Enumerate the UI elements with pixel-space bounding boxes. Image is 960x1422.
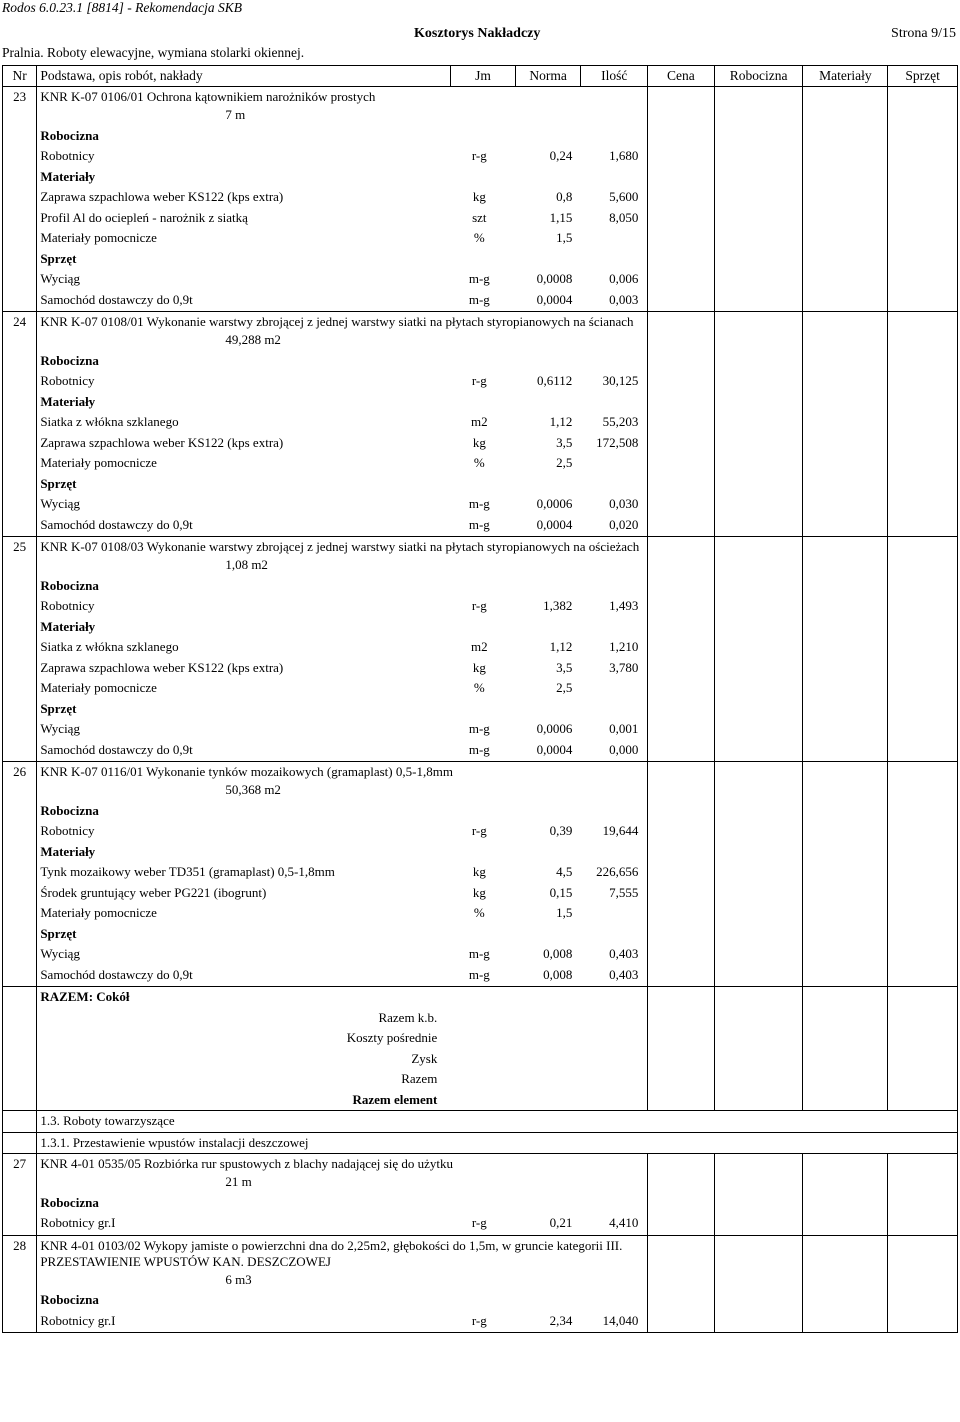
resource-norm: 0,6112 [537,373,573,388]
resource-line [37,637,647,658]
position-title: KNR 4-01 0103/02 Wykopy jamiste o powierzchni dna do 2,25m2, głębokości do 1,5m, w gruncie kategorii III. PRZESTAWIENIE WPUSTÓW KAN. DESZCZOWEJ [40,1237,623,1269]
empty-cell [888,537,958,762]
resource-norm: 1,5 [556,905,573,920]
position-details [37,312,648,537]
resource-name: Wyciąg [40,496,80,511]
position-details [37,1235,648,1333]
resource-group-header [37,842,647,863]
resource-line [37,515,647,536]
resource-name: Robocizna [40,127,99,143]
position-number: 25 [3,537,37,762]
resource-name: Robocizna [40,577,99,593]
resource-norm: 4,5 [556,864,573,879]
resource-line [37,883,647,904]
estimate-table [2,65,958,1333]
resource-name: Samochód dostawczy do 0,9t [40,741,193,757]
table-header-row [3,66,958,87]
empty-cell [3,987,37,1111]
resource-quantity: 55,203 [602,414,639,429]
resource-norm: 1,12 [549,414,573,429]
position-row [3,1235,958,1333]
resource-line [37,1311,647,1332]
resource-unit: m-g [468,516,490,532]
position-details [37,537,648,762]
page-number: Strona 9/15 [891,26,956,41]
resource-quantity: 30,125 [602,373,639,388]
resource-unit: % [473,680,485,695]
position-number: 28 [3,1235,37,1333]
empty-cell [714,537,803,762]
resource-unit: % [473,230,485,245]
resource-name: Siatka z włókna szklanego [40,639,179,654]
resource-name: Zaprawa szpachlowa weber KS122 (kps extra) [40,189,284,204]
resource-line [37,658,647,679]
resource-name: Materiały pomocnicze [40,680,157,695]
position-row [3,87,958,312]
resource-quantity: 0,006 [609,271,639,286]
empty-cell [803,1235,888,1333]
resource-name: Wyciąg [40,721,80,736]
resource-name: Profil Al do ociepleń - narożnik z siatką [40,209,248,225]
empty-cell [648,87,715,312]
empty-cell [648,537,715,762]
empty-cell [888,762,958,987]
resource-unit: r-g [471,373,487,388]
resource-name: Robotnicy [40,373,95,388]
resource-line [37,453,647,474]
empty-cell [888,312,958,537]
resource-name: Robotnicy gr.I [40,1312,116,1328]
resource-line [37,862,647,883]
resource-unit: kg [472,434,486,450]
section-heading-row [3,1111,958,1133]
empty-cell [888,87,958,312]
position-number: 24 [3,312,37,537]
col-header-cena: Cena [648,66,715,87]
empty-cell [803,87,888,312]
resource-norm: 0,0006 [536,496,573,511]
resource-line [37,678,647,699]
resource-group-header [37,699,647,720]
position-title: KNR K-07 0108/03 Wykonanie warstwy zbrojącej z jednej warstwy siatki na płytach styropianowych na ościeżach [40,539,640,554]
resource-unit: r-g [471,598,487,613]
resource-name: Samochód dostawczy do 0,9t [40,966,193,982]
resource-quantity: 0,000 [609,741,639,757]
resource-unit: m-g [468,946,490,961]
resource-norm: 2,5 [556,455,573,470]
resource-quantity [576,453,642,474]
resource-group-header [37,474,647,495]
table-body [3,87,958,1333]
empty-cell [888,987,958,1111]
resource-unit: r-g [471,148,487,163]
resource-norm: 0,0006 [536,721,573,736]
resource-name: Siatka z włókna szklanego [40,414,179,429]
resource-quantity [576,228,642,249]
resource-norm: 1,382 [543,598,573,613]
resource-line [37,596,647,617]
position-details [37,87,648,312]
resource-line [37,719,647,740]
empty-cell [3,1111,37,1133]
resource-norm: 0,39 [549,823,573,838]
resource-unit: m-g [468,966,490,982]
position-number: 26 [3,762,37,987]
resource-name: Robocizna [40,352,99,368]
empty-cell [648,1235,715,1333]
empty-cell [803,312,888,537]
position-title: KNR 4-01 0535/05 Rozbiórka rur spustowych z blachy nadającej się do użytku [40,1156,453,1171]
resource-name: Sprzęt [40,700,77,716]
resource-quantity: 3,780 [609,659,639,675]
resource-norm: 0,21 [549,1215,573,1230]
position-row [3,312,958,537]
col-header-jm: Jm [451,66,516,87]
resource-quantity: 0,020 [609,516,639,532]
position-quantity: 50,368 m2 [225,782,281,797]
resource-norm: 3,5 [556,659,573,675]
position-quantity: 7 m [225,107,246,122]
position-row [3,537,958,762]
section-heading-row [3,1132,958,1154]
position-quantity: 49,288 m2 [225,332,281,347]
resource-unit: % [473,905,485,920]
resource-group-header [37,801,647,822]
resource-unit: m-g [468,291,490,307]
resource-norm: 0,15 [549,884,573,900]
summary-row [3,987,958,1111]
resource-quantity [576,678,642,699]
resource-name: Robocizna [40,1292,99,1307]
position-quantity: 21 m [225,1174,252,1189]
resource-quantity: 1,680 [609,148,639,163]
resource-unit: m-g [468,496,490,511]
resource-name: Sprzęt [40,250,77,266]
resource-line [37,146,647,167]
summary-line: Razem k.b. [378,1009,438,1025]
resource-unit: szt [472,209,487,225]
resource-norm: 1,12 [549,639,573,654]
section-title: Pralnia. Roboty elewacyjne, wymiana stolarki okiennej. [2,45,305,60]
resource-quantity [576,903,642,924]
empty-cell [803,987,888,1111]
resource-group-header [37,1193,647,1214]
resource-unit: m-g [468,721,490,736]
resource-unit: r-g [471,1312,487,1328]
resource-norm: 1,15 [549,209,573,225]
resource-norm: 0,8 [556,189,573,204]
position-row [3,1154,958,1236]
page-header [0,0,960,70]
resource-unit: % [473,455,485,470]
position-details [37,1154,648,1236]
summary-line: Zysk [411,1050,438,1066]
empty-cell [714,987,803,1111]
resource-line [37,412,647,433]
position-title: KNR K-07 0116/01 Wykonanie tynków mozaikowych (gramaplast) 0,5-1,8mm [40,764,453,779]
resource-norm: 0,008 [543,946,573,961]
resource-unit: kg [472,659,486,675]
resource-line [37,290,647,311]
position-quantity: 6 m3 [225,1271,252,1287]
resource-group-header [37,924,647,945]
position-row [3,762,958,987]
resource-unit: m2 [471,639,488,654]
resource-line [37,821,647,842]
col-header-desc: Podstawa, opis robót, nakłady [37,66,451,87]
resource-line [37,965,647,986]
col-header-nr: Nr [3,66,37,87]
resource-group-header [37,351,647,372]
resource-name: Materiały [40,168,96,184]
resource-norm: 2,34 [549,1312,573,1328]
resource-name: Materiały [40,393,96,409]
resource-group-header [37,1290,647,1311]
resource-group-header [37,126,647,147]
resource-unit: m-g [468,741,490,757]
empty-cell [888,1235,958,1333]
resource-quantity: 4,410 [609,1215,639,1230]
empty-cell [3,1132,37,1154]
resource-name: Wyciąg [40,271,80,286]
empty-cell [803,537,888,762]
summary-element-total: Razem element [352,1091,438,1107]
resource-quantity: 0,403 [609,946,639,961]
resource-quantity: 7,555 [609,884,639,900]
resource-norm: 0,0004 [536,741,573,757]
resource-group-header [37,392,647,413]
resource-norm: 0,0004 [536,516,573,532]
resource-unit: kg [472,884,486,900]
resource-name: Robotnicy [40,148,95,163]
resource-unit: r-g [471,823,487,838]
resource-quantity: 0,001 [609,721,639,736]
resource-name: Samochód dostawczy do 0,9t [40,291,193,307]
empty-cell [714,762,803,987]
summary-title: RAZEM: Cokół [40,989,130,1004]
resource-name: Robotnicy [40,823,95,838]
resource-group-header [37,249,647,270]
position-details [37,762,648,987]
resource-name: Robocizna [40,1194,99,1210]
resource-name: Środek gruntujący weber PG221 (ibogrunt) [40,884,267,900]
empty-cell [648,762,715,987]
col-header-materialy: Materiały [803,66,888,87]
resource-name: Materiały pomocnicze [40,455,157,470]
resource-norm: 1,5 [556,230,573,245]
resource-quantity: 226,656 [596,864,639,879]
resource-norm: 0,24 [549,148,573,163]
resource-name: Samochód dostawczy do 0,9t [40,516,193,532]
resource-quantity: 8,050 [609,209,639,225]
resource-name: Robotnicy [40,598,95,613]
resource-line [37,187,647,208]
resource-line [37,228,647,249]
resource-name: Robocizna [40,802,99,818]
resource-quantity: 14,040 [602,1312,639,1328]
empty-cell [803,762,888,987]
resource-line [37,903,647,924]
position-title: KNR K-07 0108/01 Wykonanie warstwy zbrojącej z jednej warstwy siatki na płytach styropianowych na ścianach [40,314,634,329]
resource-name: Sprzęt [40,925,77,941]
resource-group-header [37,167,647,188]
resource-name: Materiały [40,618,96,634]
col-header-robocizna: Robocizna [714,66,803,87]
resource-quantity: 0,403 [609,966,639,982]
empty-cell [803,1154,888,1236]
empty-cell [714,1235,803,1333]
position-number: 23 [3,87,37,312]
resource-name: Tynk mozaikowy weber TD351 (gramaplast) 0,5-1,8mm [40,864,335,879]
empty-cell [714,1154,803,1236]
resource-line [37,371,647,392]
resource-name: Zaprawa szpachlowa weber KS122 (kps extra) [40,659,284,675]
summary-line: Koszty pośrednie [346,1030,438,1045]
resource-group-header [37,576,647,597]
resource-quantity: 172,508 [596,434,639,450]
resource-name: Robotnicy gr.I [40,1215,116,1230]
resource-name: Materiały pomocnicze [40,230,157,245]
resource-unit: r-g [471,1215,487,1230]
resource-line [37,269,647,290]
resource-norm: 0,0008 [536,271,573,286]
resource-name: Wyciąg [40,946,80,961]
resource-norm: 0,0004 [536,291,573,307]
empty-cell [714,312,803,537]
resource-quantity: 1,493 [609,598,639,613]
position-number: 27 [3,1154,37,1236]
resource-name: Sprzęt [40,475,77,491]
resource-line [37,1213,647,1234]
resource-quantity: 19,644 [602,823,639,838]
empty-cell [648,312,715,537]
resource-unit: kg [472,864,486,879]
resource-quantity: 0,030 [609,496,639,511]
summary-details [37,987,648,1111]
resource-norm: 0,008 [543,966,573,982]
resource-norm: 3,5 [556,434,573,450]
resource-norm: 2,5 [556,680,573,695]
resource-name: Materiały pomocnicze [40,905,157,920]
empty-cell [648,1154,715,1236]
resource-line [37,208,647,229]
resource-unit: kg [472,189,486,204]
col-header-norma: Norma [515,66,581,87]
resource-quantity: 5,600 [609,189,639,204]
empty-cell [714,87,803,312]
document-title: Kosztorys Nakładczy [414,26,541,41]
resource-quantity: 0,003 [609,291,639,307]
resource-line [37,433,647,454]
app-title: Rodos 6.0.23.1 [8814] - Rekomendacja SKB [2,0,242,15]
col-header-ilosc: Ilość [581,66,648,87]
resource-line [37,740,647,761]
position-title: KNR K-07 0106/01 Ochrona kątownikiem narożników prostych [40,89,376,104]
resource-unit: m2 [471,414,488,429]
resource-line [37,944,647,965]
resource-group-header [37,617,647,638]
empty-cell [648,987,715,1111]
col-header-sprzet: Sprzęt [888,66,958,87]
empty-cell [888,1154,958,1236]
resource-name: Materiały [40,843,96,859]
resource-unit: m-g [468,271,490,286]
resource-line [37,494,647,515]
position-quantity: 1,08 m2 [225,557,268,572]
resource-name: Zaprawa szpachlowa weber KS122 (kps extra) [40,434,284,450]
section-heading: 1.3. Roboty towarzyszące [37,1111,958,1133]
resource-quantity: 1,210 [609,639,639,654]
summary-line: Razem [401,1071,438,1086]
section-heading: 1.3.1. Przestawienie wpustów instalacji deszczowej [37,1132,958,1154]
